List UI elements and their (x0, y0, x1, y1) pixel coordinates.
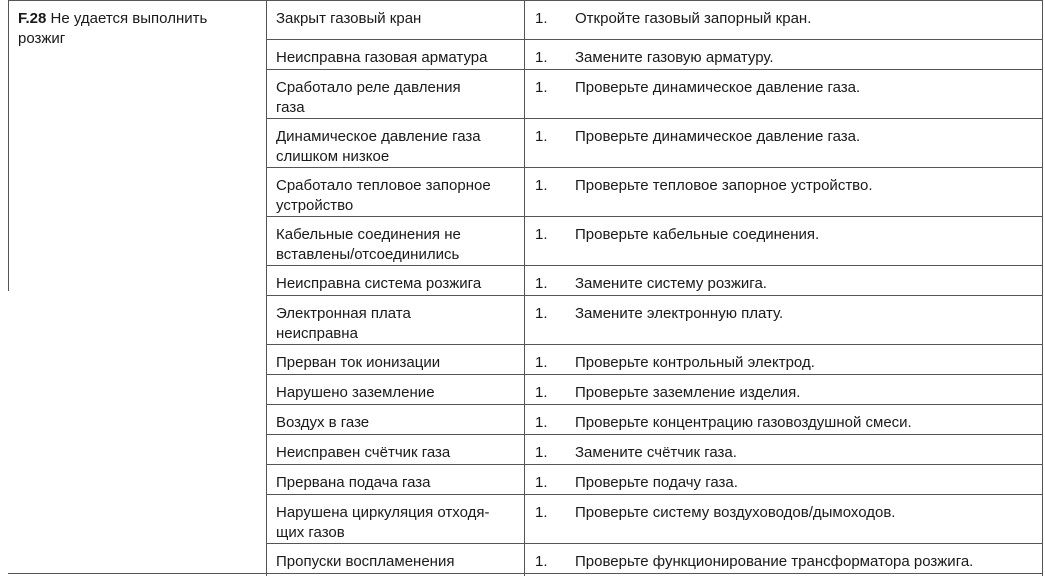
row-divider (266, 167, 1043, 168)
cause-cell: Нарушена циркуляция отходя- щих газов (276, 504, 490, 541)
row-divider (266, 69, 1043, 70)
row-divider (266, 216, 1043, 217)
step-number: 1. (535, 10, 548, 27)
row-divider (266, 494, 1043, 495)
cause-cell: Прервана подача газа (276, 474, 431, 491)
remedy-cell: Проверьте динамическое давление газа. (575, 79, 861, 96)
fault-column-divider (266, 0, 267, 576)
fault-code: F.28 (18, 10, 47, 27)
step-number: 1. (535, 49, 548, 66)
row-divider (266, 374, 1043, 375)
remedy-cell: Проверьте тепловое запорное устройство. (575, 177, 873, 194)
row-divider (266, 118, 1043, 119)
remedy-cell: Замените счётчик газа. (575, 444, 737, 461)
cause-cell: Неисправна система розжига (276, 275, 482, 292)
bottom-border (8, 573, 1043, 574)
cause-cell: Прерван ток ионизации (276, 354, 441, 371)
cause-cell: Кабельные соединения не вставлены/отсоединились (276, 226, 461, 263)
step-number: 1. (535, 79, 548, 96)
cause-cell: Динамическое давление газа слишком низкое (276, 128, 481, 165)
cause-cell: Неисправна газовая арматура (276, 49, 488, 66)
row-divider (266, 344, 1043, 345)
remedy-cell: Проверьте кабельные соединения. (575, 226, 820, 243)
cause-column-divider (524, 0, 525, 576)
remedy-cell: Замените электронную плату. (575, 305, 784, 322)
step-number: 1. (535, 504, 548, 521)
cause-cell: Пропуски воспламенения (276, 553, 455, 570)
step-number: 1. (535, 226, 548, 243)
fault-cell (18, 9, 258, 49)
remedy-cell: Проверьте заземление изделия. (575, 384, 801, 401)
step-number: 1. (535, 384, 548, 401)
remedy-cell: Проверьте контрольный электрод. (575, 354, 815, 371)
cause-cell: Воздух в газе (276, 414, 370, 431)
step-number: 1. (535, 128, 548, 145)
step-number: 1. (535, 474, 548, 491)
fault-title: Не удается выполнить розжиг (18, 10, 208, 47)
top-border (8, 0, 1043, 1)
step-number: 1. (535, 444, 548, 461)
step-number: 1. (535, 305, 548, 322)
row-divider (266, 39, 1043, 40)
row-divider (266, 265, 1043, 266)
row-divider (266, 464, 1043, 465)
cause-cell: Нарушено заземление (276, 384, 435, 401)
step-number: 1. (535, 177, 548, 194)
remedy-cell: Проверьте подачу газа. (575, 474, 738, 491)
row-divider (266, 404, 1043, 405)
row-divider (266, 295, 1043, 296)
cause-cell: Закрыт газовый кран (276, 10, 422, 27)
cause-cell: Сработало тепловое запорное устройство (276, 177, 491, 214)
remedy-cell: Откройте газовый запорный кран. (575, 10, 812, 27)
step-number: 1. (535, 275, 548, 292)
left-border (8, 0, 9, 291)
right-border (1042, 0, 1043, 576)
step-number: 1. (535, 553, 548, 570)
remedy-cell: Замените систему розжига. (575, 275, 767, 292)
row-divider (266, 543, 1043, 544)
remedy-cell: Проверьте динамическое давление газа. (575, 128, 861, 145)
cause-cell: Сработало реле давления газа (276, 79, 461, 116)
cause-cell: Неисправен счётчик газа (276, 444, 451, 461)
step-number: 1. (535, 414, 548, 431)
cause-cell: Электронная плата неисправна (276, 305, 411, 342)
step-number: 1. (535, 354, 548, 371)
row-divider (266, 434, 1043, 435)
remedy-cell: Замените газовую арматуру. (575, 49, 774, 66)
remedy-cell: Проверьте концентрацию газовоздушной смеси. (575, 414, 912, 431)
remedy-cell: Проверьте систему воздуховодов/дымоходов. (575, 504, 896, 521)
remedy-cell: Проверьте функционирование трансформатора розжига. (575, 553, 974, 570)
